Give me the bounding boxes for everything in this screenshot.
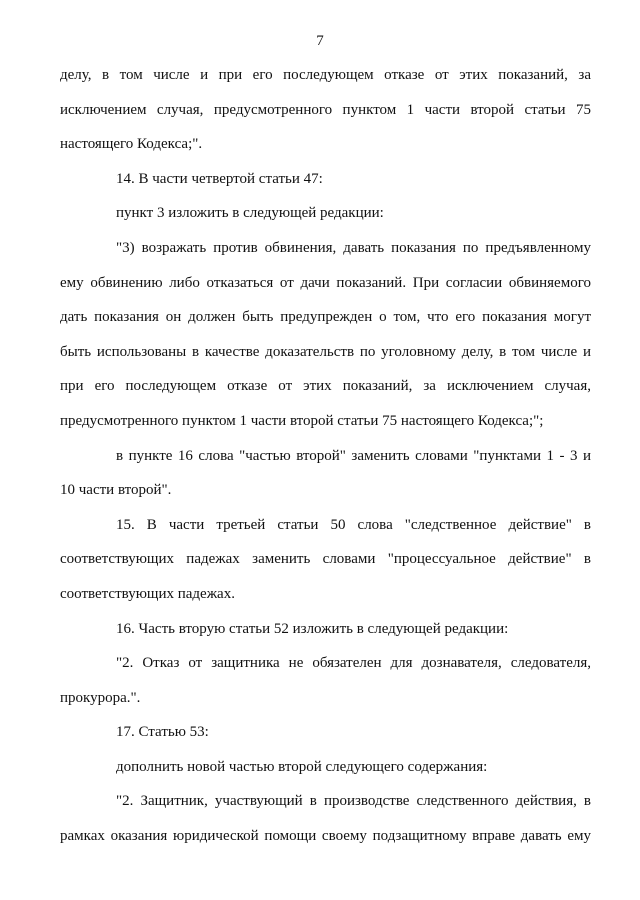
text-line: предусмотренного пунктом 1 части второй статьи 75 настоящего Кодекса;";: [60, 412, 544, 429]
paragraph: [60, 58, 591, 162]
text-line: при его последующем отказе от этих показаний, за исключением случая,: [60, 378, 591, 395]
text-line: быть использованы в качестве доказательств по уголовному делу, в том числе и: [60, 343, 591, 360]
paragraph: [60, 750, 591, 785]
text-line: "3) возражать против обвинения, давать показания по предъявленному: [116, 239, 591, 256]
paragraph: [60, 612, 591, 647]
text-line: "2. Защитник, участвующий в производстве следственного действия, в: [116, 793, 591, 810]
text-line: соответствующих падежах заменить словами "процессуальное действие" в: [60, 551, 591, 568]
text-line: делу, в том числе и при его последующем отказе от этих показаний, за: [60, 67, 591, 83]
document-body: [60, 58, 591, 854]
text-line: дать показания он должен быть предупрежден о том, что его показания могут: [60, 309, 591, 326]
text-line: прокурора.".: [60, 689, 141, 706]
paragraph: [60, 542, 591, 611]
paragraph: [60, 508, 591, 543]
text-line: исключением случая, предусмотренного пунктом 1 части второй статьи 75: [60, 101, 591, 118]
text-line: 17. Статью 53:: [116, 724, 209, 741]
text-line: в пункте 16 слова "частью второй" заменить словами "пунктами 1 - 3 и: [116, 447, 591, 464]
paragraph: [60, 646, 591, 681]
text-line: настоящего Кодекса;".: [60, 136, 203, 153]
paragraph: [60, 784, 591, 819]
paragraph: [60, 266, 591, 439]
paragraph: [60, 439, 591, 474]
text-line: ему обвинению либо отказаться от дачи показаний. При согласии обвиняемого: [60, 274, 591, 291]
paragraph: [60, 196, 591, 231]
text-line: пункт 3 изложить в следующей редакции:: [116, 205, 384, 222]
text-line: соответствующих падежах.: [60, 585, 235, 602]
text-line: 16. Часть вторую статьи 52 изложить в следующей редакции:: [116, 620, 509, 637]
text-line: дополнить новой частью второй следующего содержания:: [116, 758, 488, 775]
text-line: 14. В части четвертой статьи 47:: [116, 170, 323, 187]
paragraph: [60, 473, 591, 508]
text-line: 10 части второй".: [60, 482, 172, 499]
text-line: рамках оказания юридической помощи своему подзащитному вправе давать ему: [60, 828, 591, 845]
paragraph: [60, 819, 591, 854]
paragraph: [60, 231, 591, 266]
paragraph: [60, 681, 591, 716]
text-line: "2. Отказ от защитника не обязателен для дознавателя, следователя,: [116, 655, 591, 672]
text-line: 15. В части третьей статьи 50 слова "следственное действие" в: [116, 516, 591, 533]
paragraph: [60, 162, 591, 197]
page-number: 7: [316, 33, 324, 49]
paragraph: [60, 715, 591, 750]
